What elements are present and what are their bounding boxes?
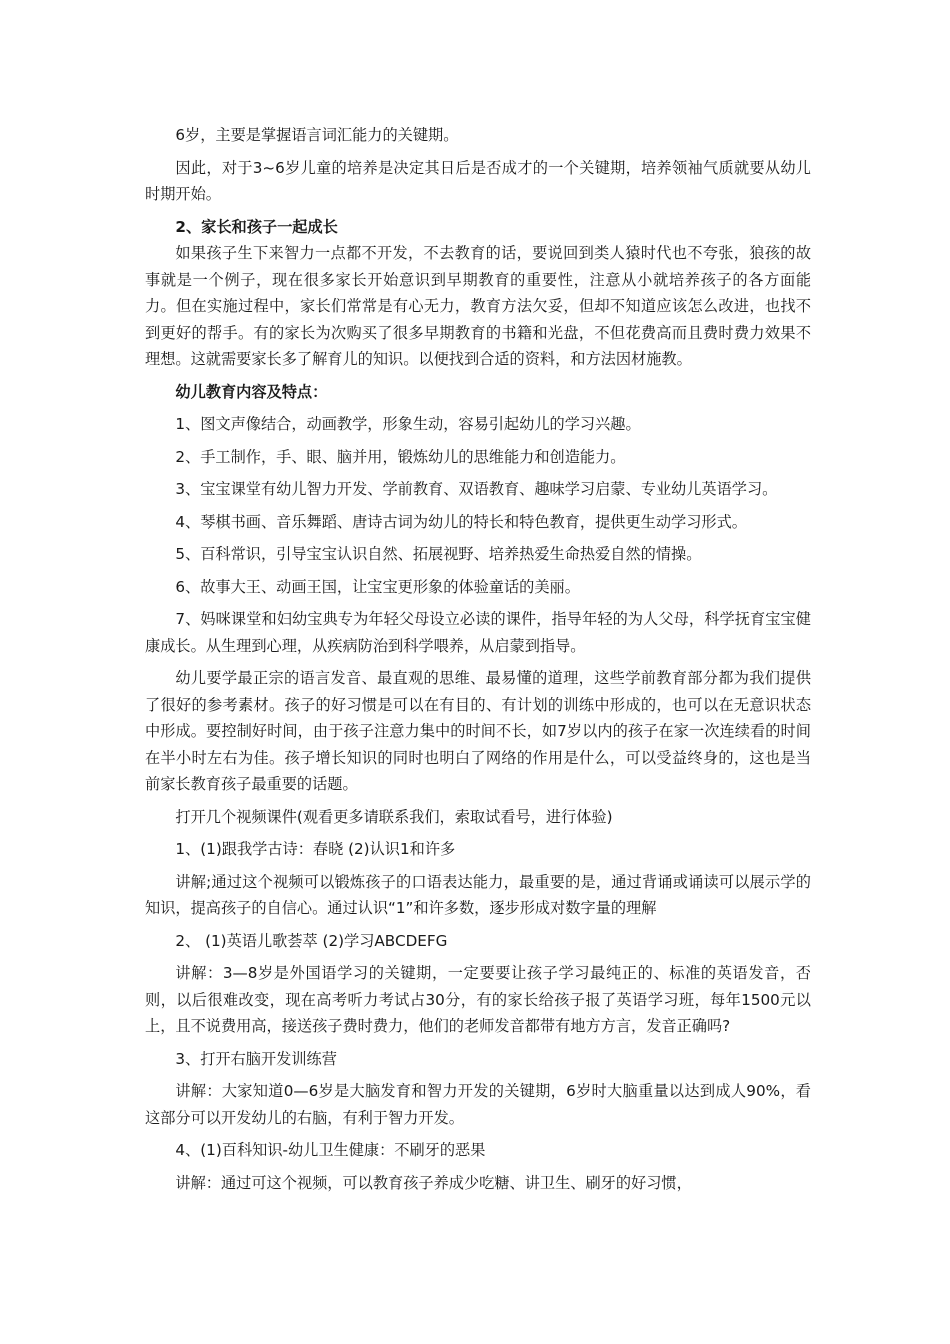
paragraph: 如果孩子生下来智力一点都不开发，不去教育的话，要说回到类人猿时代也不夸张，狼孩的故事就是一个例子，现在很多家长开始意识到早期教育的重要性，注意从小就培养孩子的各方面能力。但在实施过程中，家长们常常是有心无力，教育方法欠妥，但却不知道应该怎么改进，也找不到更好的帮手。有的家长为次购买了很多早期教育的书籍和光盘，不但花费高而且费时费力效果不理想。这就需要家长多了解育儿的知识。以便找到合适的资料，和方法因材施教。 xyxy=(145,244,811,368)
section-heading: 2、家长和孩子一起成长 xyxy=(175,217,338,236)
list-item: 7、妈咪课堂和妇幼宝典专为年轻父母设立必读的课件，指导年轻的为人父母，科学抚育宝宝健康成长。从生理到心理，从疾病防治到科学喂养，从启蒙到指导。 xyxy=(145,610,811,655)
paragraph: 讲解：3—8岁是外国语学习的关键期，一定要要让孩子学习最纯正的、标准的英语发音，否则，以后很难改变，现在高考听力考试占30分，有的家长给孩子报了英语学习班，每年1500元以上，且不说费用高，接送孩子费时费力，他们的老师发音都带有地方方言，发音正确吗? xyxy=(145,964,811,1035)
paragraph: 6岁，主要是掌握语言词汇能力的关键期。 xyxy=(175,126,459,144)
paragraph: 打开几个视频课件(观看更多请联系我们，索取试看号，进行体验) xyxy=(175,807,613,826)
paragraph: 3、打开右脑开发训练营 xyxy=(175,1049,337,1068)
list-item: 4、琴棋书画、音乐舞蹈、唐诗古词为幼儿的特长和特色教育，提供更生动学习形式。 xyxy=(175,512,747,531)
paragraph: 讲解;通过这个视频可以锻炼孩子的口语表达能力，最重要的是，通过背诵或诵读可以展示学的知识，提高孩子的自信心。通过认识“1”和许多数，逐步形成对数字量的理解 xyxy=(145,872,811,917)
list-item: 5、百科常识，引导宝宝认识自然、拓展视野、培养热爱生命热爱自然的情操。 xyxy=(175,545,702,563)
list-item: 2、手工制作，手、眼、脑并用，锻炼幼儿的思维能力和创造能力。 xyxy=(175,447,626,466)
paragraph: 2、 (1)英语儿歌荟萃 (2)学习ABCDEFG xyxy=(175,931,448,950)
list-item: 1、图文声像结合，动画教学，形象生动，容易引起幼儿的学习兴趣。 xyxy=(175,415,641,433)
paragraph: 1、(1)跟我学古诗：春晓 (2)认识1和许多 xyxy=(175,840,456,858)
paragraph: 幼儿要学最正宗的语言发音、最直观的思维、最易懂的道理，这些学前教育部分都为我们提供了很好的参考素材。孩子的好习惯是可以在有目的、有计划的训练中形成的，也可以在无意识状态中形成。要控制好时间，由于孩子注意力集中的时间不长，如7岁以内的孩子在家一次连续看的时间在半小时左右为佳。孩子增长知识的同时也明白了网络的作用是什么，可以受益终身的，这也是当前家长教育孩子最重要的话题。 xyxy=(145,669,811,793)
paragraph: 因此，对于3~6岁儿童的培养是决定其日后是否成才的一个关键期，培养领袖气质就要从幼儿时期开始。 xyxy=(145,158,811,203)
document-body xyxy=(145,122,811,1196)
paragraph: 4、(1)百科知识-幼儿卫生健康：不刷牙的恶果 xyxy=(175,1141,486,1159)
paragraph: 讲解：大家知道0—6岁是大脑发育和智力开发的关键期，6岁时大脑重量以达到成人90%，看这部分可以开发幼儿的右脑，有利于智力开发。 xyxy=(145,1082,811,1127)
list-item: 3、宝宝课堂有幼儿智力开发、学前教育、双语教育、趣味学习启蒙、专业幼儿英语学习。 xyxy=(175,480,778,498)
paragraph: 讲解：通过可这个视频，可以教育孩子养成少吃糖、讲卫生、刷牙的好习惯， xyxy=(175,1173,692,1192)
section-heading: 幼儿教育内容及特点： xyxy=(175,382,328,401)
list-item: 6、故事大王、动画王国，让宝宝更形象的体验童话的美丽。 xyxy=(175,577,580,596)
